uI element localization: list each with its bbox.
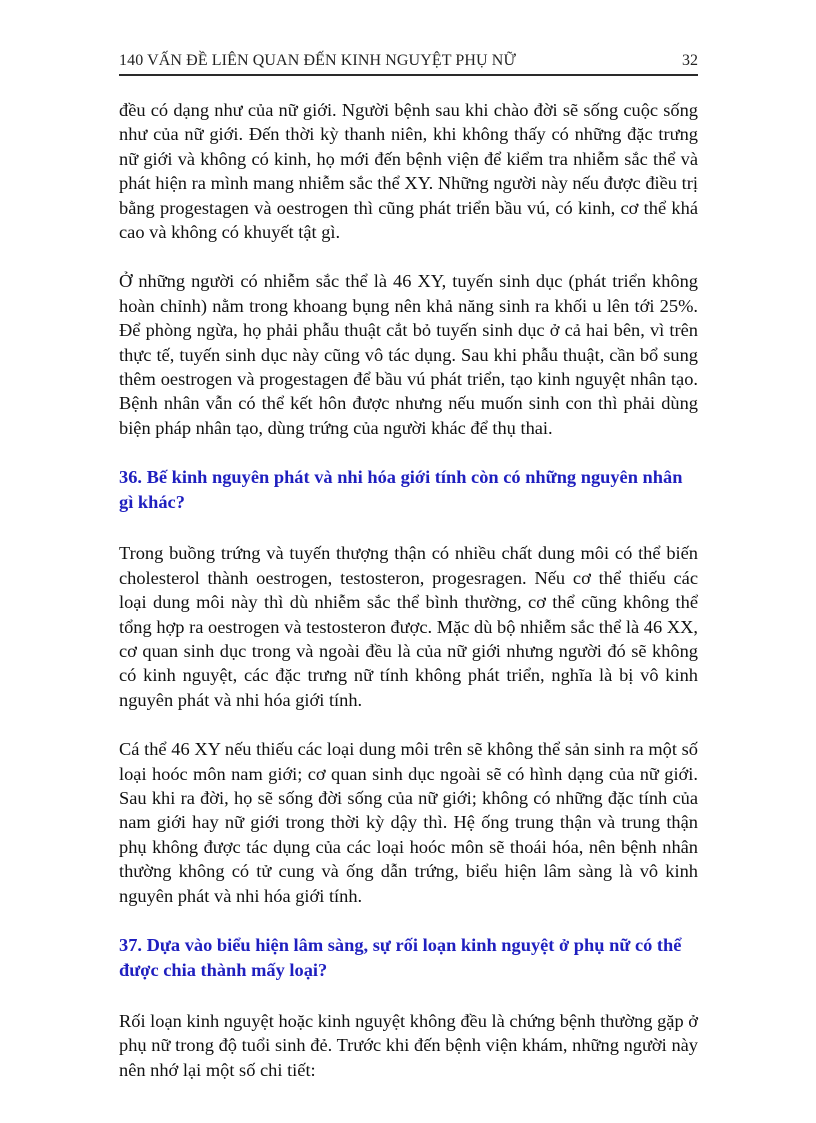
section-heading-37: 37. Dựa vào biểu hiện lâm sàng, sự rối loạn kinh nguyệt ở phụ nữ có thể được chia thành mấy loại? [119, 934, 682, 980]
book-title: 140 VẤN ĐỀ LIÊN QUAN ĐẾN KINH NGUYỆT PHỤ NỮ [119, 52, 516, 69]
running-header [119, 50, 698, 76]
body-paragraph: Ở những người có nhiễm sắc thể là 46 XY, tuyến sinh dục (phát triển không hoàn chỉnh) nằm trong khoang bụng nên khả năng sinh ra khối u lên tới 25%. Để phòng ngừa, họ phải phẫu thuật cắt bỏ tuyến sinh dục ở cả hai bên, vì trên thực tế, tuyến sinh dục này cũng vô tác dụng. Sau khi phẫu thuật, cần bổ sung thêm oestrogen và progestagen để bầu vú phát triển, tạo kinh nguyệt nhân tạo. Bệnh nhân vẫn có thể kết hôn được nhưng nếu muốn sinh con thì phải dùng biện pháp nhân tạo, dùng trứng của người khác để thụ thai. [119, 271, 698, 438]
section-heading-36: 36. Bế kinh nguyên phát và nhi hóa giới tính còn có những nguyên nhân gì khác? [119, 467, 683, 513]
page-content [119, 98, 698, 1107]
page-number: 32 [682, 52, 698, 69]
body-paragraph: đều có dạng như của nữ giới. Người bệnh sau khi chào đời sẽ sống cuộc sống như của nữ giới. Đến thời kỳ thanh niên, khi không thấy có những đặc trưng nữ giới và không có kinh, họ mới đến bệnh viện để kiểm tra nhiễm sắc thể và phát hiện ra mình mang nhiễm sắc thể XY. Những người này nếu được điều trị bằng progestagen và oestrogen thì cũng phát triển bầu vú, có kinh, cơ thể khá cao và không có khuyết tật gì. [119, 100, 698, 243]
body-paragraph: Rối loạn kinh nguyệt hoặc kinh nguyệt không đều là chứng bệnh thường gặp ở phụ nữ trong độ tuổi sinh đẻ. Trước khi đến bệnh viện khám, những người này nên nhớ lại một số chi tiết: [119, 1010, 698, 1080]
body-paragraph: Cá thể 46 XY nếu thiếu các loại dung môi trên sẽ không thể sản sinh ra một số loại hoóc môn nam giới; cơ quan sinh dục ngoài sẽ có hình dạng của nữ giới. Sau khi ra đời, họ sẽ sống đời sống của nữ giới; không có những đặc tính của nam giới hay nữ giới trong thời kỳ dậy thì. Hệ ống trung thận và trung thận phụ không được tác dụng của các loại hoóc môn sẽ thoái hóa, nên bệnh nhân thường không có tử cung và ống dẫn trứng, biểu hiện lâm sàng là vô kinh nguyên phát và nhi hóa giới tính. [119, 739, 698, 906]
body-paragraph: Trong buồng trứng và tuyến thượng thận có nhiều chất dung môi có thể biến cholesterol thành oestrogen, testosteron, progesragen. Nếu cơ thể thiếu các loại dung môi này thì dù nhiễm sắc thể bình thường, cơ thể cũng không thể tổng hợp ra oestrogen và testosteron được. Mặc dù bộ nhiễm sắc thể là 46 XX, cơ quan sinh dục trong và ngoài đều là của nữ giới nhưng người đó sẽ không có kinh nguyệt, các đặc trưng nữ tính không phát triển, nghĩa là bị vô kinh nguyên phát và nhi hóa giới tính. [119, 543, 698, 710]
